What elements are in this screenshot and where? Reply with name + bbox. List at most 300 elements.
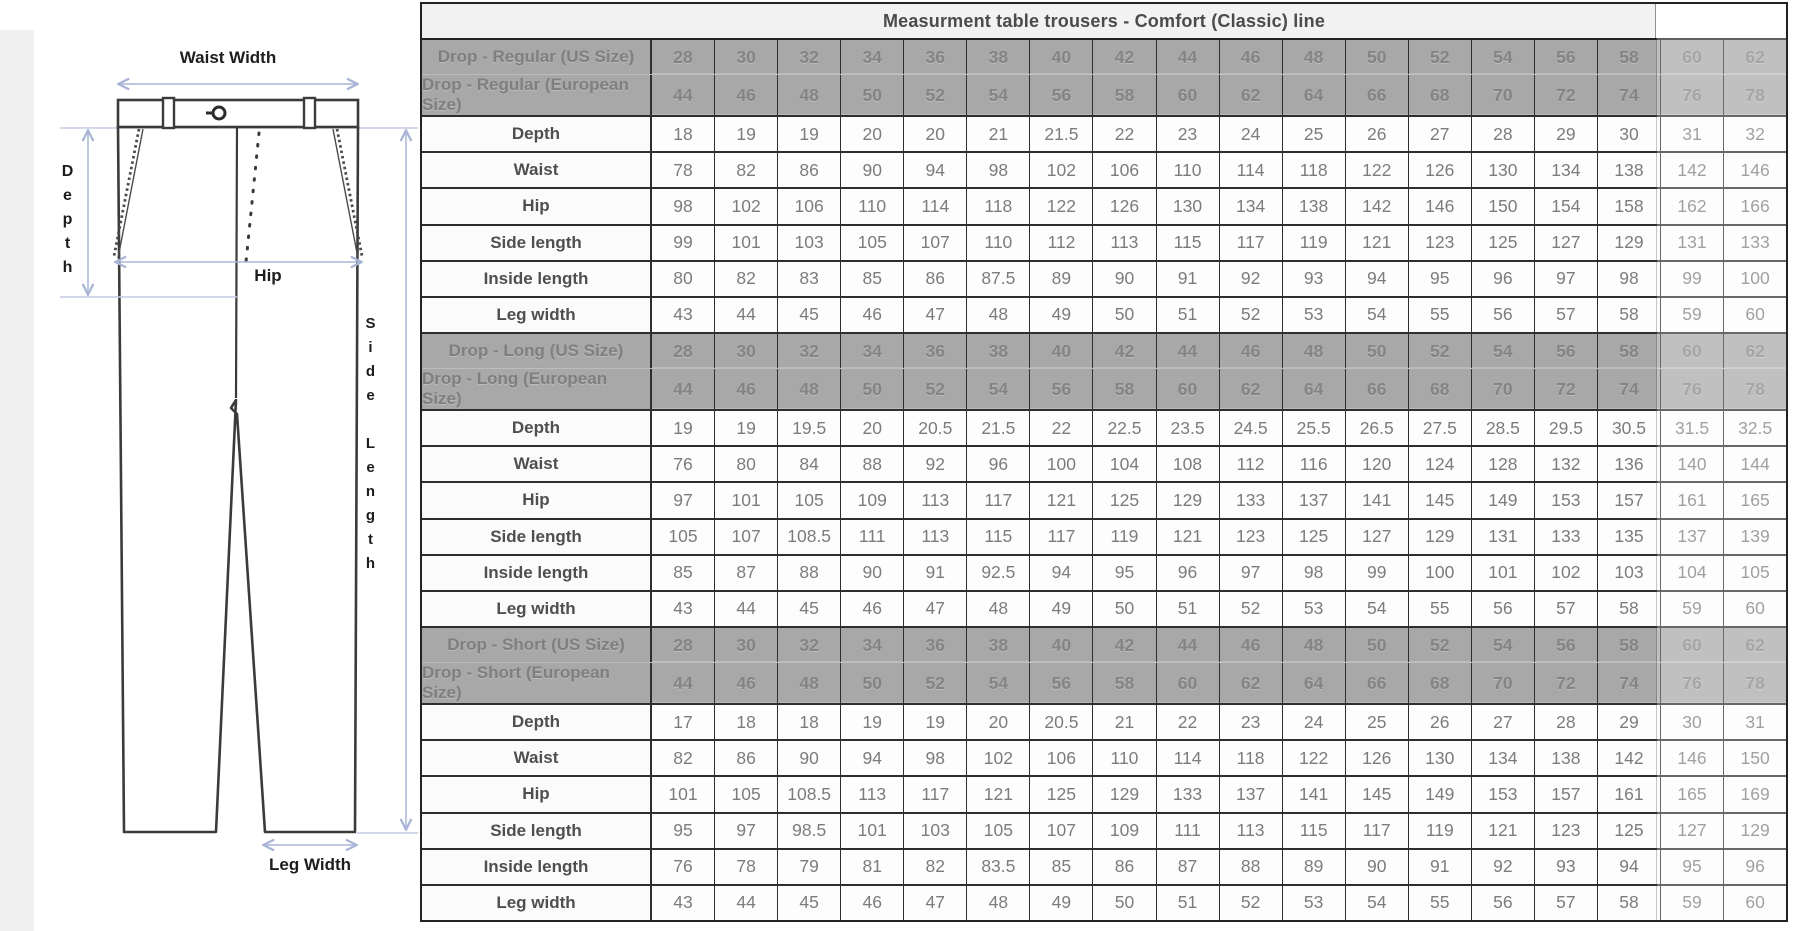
table-row [422,481,1786,517]
value-cell: 129 [1597,226,1660,260]
value-cell: 122 [1282,741,1345,775]
value-cell: 46 [714,369,777,409]
row-label: Waist [422,447,652,481]
value-cell: 42 [1092,628,1155,662]
value-cell: 54 [966,663,1029,703]
value-cell: 94 [840,741,903,775]
value-cell: 100 [1408,556,1471,590]
measurement-table [420,2,1788,922]
row-label: Side length [422,226,652,260]
value-cell: 142 [1597,741,1660,775]
value-cell: 99 [1660,262,1723,296]
value-cell: 52 [903,663,966,703]
value-cell: 109 [1092,814,1155,848]
value-cell: 119 [1282,226,1345,260]
value-cell: 90 [840,153,903,187]
value-cell: 90 [840,556,903,590]
value-cell: 97 [1219,556,1282,590]
value-cell: 23.5 [1156,411,1219,445]
value-cell: 106 [1092,153,1155,187]
value-cell: 100 [1723,262,1786,296]
table-row [422,115,1786,151]
value-cell: 20 [966,705,1029,739]
table-corner-cell [1655,4,1786,38]
value-cell: 87.5 [966,262,1029,296]
value-cell: 22.5 [1092,411,1155,445]
value-cell: 48 [966,592,1029,626]
value-cell: 46 [1219,334,1282,368]
value-cell: 105 [777,483,840,517]
value-cell: 116 [1282,447,1345,481]
value-cell: 58 [1597,40,1660,74]
row-label: Hip [422,483,652,517]
value-cell: 130 [1156,189,1219,223]
value-cell: 19 [714,117,777,151]
value-cell: 93 [1534,850,1597,884]
row-label: Inside length [422,262,652,296]
value-cell: 122 [1029,189,1092,223]
value-cell: 90 [1345,850,1408,884]
row-label: Drop - Long (US Size) [422,334,652,368]
value-cell: 32 [777,628,840,662]
value-cell: 141 [1345,483,1408,517]
value-cell: 130 [1408,741,1471,775]
value-cell: 126 [1092,189,1155,223]
value-cell: 62 [1219,663,1282,703]
value-cell: 105 [652,520,714,554]
value-cell: 62 [1723,40,1786,74]
value-cell: 31 [1723,705,1786,739]
value-cell: 97 [1534,262,1597,296]
value-cell: 110 [966,226,1029,260]
value-cell: 48 [966,886,1029,920]
value-cell: 95 [1092,556,1155,590]
value-cell: 23 [1156,117,1219,151]
value-cell: 122 [1345,153,1408,187]
value-cell: 49 [1029,298,1092,332]
value-cell: 131 [1471,520,1534,554]
value-cell: 135 [1597,520,1660,554]
value-cell: 70 [1471,75,1534,115]
value-cell: 115 [966,520,1029,554]
row-label: Side length [422,814,652,848]
value-cell: 44 [714,886,777,920]
value-cell: 86 [777,153,840,187]
value-cell: 91 [1408,850,1471,884]
value-cell: 101 [714,483,777,517]
value-cell: 80 [714,447,777,481]
value-cell: 128 [1471,447,1534,481]
value-cell: 127 [1534,226,1597,260]
value-cell: 38 [966,40,1029,74]
value-cell: 91 [1156,262,1219,296]
value-cell: 98 [903,741,966,775]
value-cell: 24 [1219,117,1282,151]
value-cell: 59 [1660,886,1723,920]
value-cell: 34 [840,40,903,74]
value-cell: 30 [1660,705,1723,739]
value-cell: 36 [903,334,966,368]
value-cell: 125 [1282,520,1345,554]
value-cell: 31 [1660,117,1723,151]
value-cell: 85 [840,262,903,296]
value-cell: 101 [714,226,777,260]
value-cell: 76 [1660,663,1723,703]
value-cell: 138 [1534,741,1597,775]
value-cell: 44 [1156,334,1219,368]
value-cell: 150 [1471,189,1534,223]
value-cell: 76 [1660,369,1723,409]
value-cell: 30 [714,334,777,368]
value-cell: 54 [1345,886,1408,920]
value-cell: 98 [652,189,714,223]
value-cell: 52 [903,369,966,409]
table-row [422,40,1786,74]
value-cell: 114 [1219,153,1282,187]
value-cell: 32 [777,334,840,368]
value-cell: 59 [1660,592,1723,626]
value-cell: 109 [840,483,903,517]
value-cell: 89 [1282,850,1345,884]
value-cell: 62 [1219,75,1282,115]
value-cell: 153 [1534,483,1597,517]
value-cell: 30 [1597,117,1660,151]
value-cell: 121 [966,777,1029,811]
value-cell: 29 [1597,705,1660,739]
value-cell: 117 [1345,814,1408,848]
value-cell: 60 [1723,886,1786,920]
value-cell: 85 [652,556,714,590]
value-cell: 45 [777,298,840,332]
value-cell: 38 [966,334,1029,368]
value-cell: 58 [1597,886,1660,920]
value-cell: 44 [652,369,714,409]
value-cell: 110 [840,189,903,223]
value-cell: 127 [1345,520,1408,554]
value-cell: 117 [966,483,1029,517]
value-cell: 36 [903,40,966,74]
value-cell: 51 [1156,298,1219,332]
value-cell: 55 [1408,592,1471,626]
table-row [422,260,1786,296]
value-cell: 90 [1092,262,1155,296]
row-label: Inside length [422,850,652,884]
value-cell: 137 [1282,483,1345,517]
value-cell: 102 [1029,153,1092,187]
value-cell: 113 [1219,814,1282,848]
value-cell: 52 [1219,298,1282,332]
value-cell: 137 [1660,520,1723,554]
value-cell: 20 [903,117,966,151]
value-cell: 52 [1219,886,1282,920]
value-cell: 113 [840,777,903,811]
value-cell: 91 [903,556,966,590]
value-cell: 52 [1219,592,1282,626]
value-cell: 50 [1092,886,1155,920]
row-label: Inside length [422,556,652,590]
value-cell: 114 [1156,741,1219,775]
value-cell: 58 [1597,592,1660,626]
value-cell: 53 [1282,298,1345,332]
table-row [422,554,1786,590]
value-cell: 88 [840,447,903,481]
value-cell: 130 [1471,153,1534,187]
value-cell: 119 [1408,814,1471,848]
value-cell: 82 [903,850,966,884]
value-cell: 102 [966,741,1029,775]
value-cell: 56 [1534,334,1597,368]
value-cell: 104 [1092,447,1155,481]
value-cell: 95 [1408,262,1471,296]
trousers-diagram [0,0,420,931]
table-row [422,884,1786,920]
value-cell: 62 [1219,369,1282,409]
value-cell: 60 [1156,369,1219,409]
value-cell: 94 [1029,556,1092,590]
value-cell: 29.5 [1534,411,1597,445]
value-cell: 98 [1597,262,1660,296]
value-cell: 138 [1282,189,1345,223]
value-cell: 28 [1471,117,1534,151]
value-cell: 55 [1408,886,1471,920]
value-cell: 60 [1660,628,1723,662]
value-cell: 58 [1597,628,1660,662]
value-cell: 56 [1534,628,1597,662]
value-cell: 18 [714,705,777,739]
value-cell: 21.5 [1029,117,1092,151]
value-cell: 165 [1723,483,1786,517]
value-cell: 20 [840,117,903,151]
value-cell: 68 [1408,663,1471,703]
value-cell: 99 [652,226,714,260]
table-row [422,662,1786,703]
trousers-diagram-panel [0,0,420,931]
value-cell: 74 [1597,369,1660,409]
value-cell: 133 [1219,483,1282,517]
value-cell: 27.5 [1408,411,1471,445]
value-cell: 144 [1723,447,1786,481]
value-cell: 54 [966,369,1029,409]
value-cell: 59 [1660,298,1723,332]
value-cell: 118 [1282,153,1345,187]
value-cell: 68 [1408,369,1471,409]
value-cell: 44 [1156,40,1219,74]
value-cell: 18 [777,705,840,739]
value-cell: 27 [1408,117,1471,151]
value-cell: 123 [1408,226,1471,260]
value-cell: 142 [1660,153,1723,187]
value-cell: 114 [903,189,966,223]
value-cell: 26 [1408,705,1471,739]
value-cell: 161 [1597,777,1660,811]
value-cell: 115 [1156,226,1219,260]
value-cell: 93 [1282,262,1345,296]
value-cell: 26 [1345,117,1408,151]
value-cell: 86 [714,741,777,775]
value-cell: 50 [1092,592,1155,626]
value-cell: 104 [1660,556,1723,590]
value-cell: 21 [1092,705,1155,739]
value-cell: 44 [1156,628,1219,662]
table-row [422,409,1786,445]
value-cell: 112 [1219,447,1282,481]
value-cell: 137 [1219,777,1282,811]
value-cell: 103 [1597,556,1660,590]
value-cell: 56 [1029,663,1092,703]
value-cell: 19 [652,411,714,445]
value-cell: 96 [1156,556,1219,590]
value-cell: 113 [1092,226,1155,260]
value-cell: 105 [840,226,903,260]
value-cell: 54 [966,75,1029,115]
value-cell: 113 [903,483,966,517]
value-cell: 166 [1723,189,1786,223]
value-cell: 46 [840,886,903,920]
value-cell: 22 [1029,411,1092,445]
value-cell: 78 [1723,663,1786,703]
value-cell: 165 [1660,777,1723,811]
value-cell: 23 [1219,705,1282,739]
value-cell: 48 [777,663,840,703]
value-cell: 78 [1723,369,1786,409]
value-cell: 25.5 [1282,411,1345,445]
value-cell: 105 [1723,556,1786,590]
value-cell: 129 [1092,777,1155,811]
table-row [422,590,1786,626]
value-cell: 89 [1029,262,1092,296]
row-label: Waist [422,741,652,775]
value-cell: 50 [1345,40,1408,74]
value-cell: 142 [1345,189,1408,223]
value-cell: 43 [652,592,714,626]
value-cell: 119 [1092,520,1155,554]
value-cell: 157 [1534,777,1597,811]
value-cell: 127 [1660,814,1723,848]
value-cell: 157 [1597,483,1660,517]
value-cell: 32.5 [1723,411,1786,445]
value-cell: 145 [1345,777,1408,811]
value-cell: 34 [840,334,903,368]
value-cell: 51 [1156,592,1219,626]
value-cell: 28 [652,628,714,662]
value-cell: 48 [777,75,840,115]
value-cell: 125 [1029,777,1092,811]
value-cell: 146 [1660,741,1723,775]
value-cell: 52 [903,75,966,115]
value-cell: 98.5 [777,814,840,848]
value-cell: 92.5 [966,556,1029,590]
value-cell: 111 [840,520,903,554]
value-cell: 46 [840,298,903,332]
value-cell: 45 [777,886,840,920]
table-row [422,775,1786,811]
value-cell: 66 [1345,369,1408,409]
value-cell: 42 [1092,40,1155,74]
table-row [422,74,1786,115]
value-cell: 83.5 [966,850,1029,884]
value-cell: 162 [1660,189,1723,223]
value-cell: 132 [1534,447,1597,481]
value-cell: 140 [1660,447,1723,481]
value-cell: 24.5 [1219,411,1282,445]
value-cell: 101 [652,777,714,811]
value-cell: 28 [652,334,714,368]
table-body [422,40,1786,920]
value-cell: 44 [652,75,714,115]
value-cell: 96 [1471,262,1534,296]
value-cell: 30 [714,628,777,662]
value-cell: 19 [903,705,966,739]
value-cell: 54 [1345,298,1408,332]
value-cell: 22 [1092,117,1155,151]
value-cell: 46 [714,75,777,115]
value-cell: 46 [1219,628,1282,662]
value-cell: 68 [1408,75,1471,115]
value-cell: 55 [1408,298,1471,332]
value-cell: 58 [1092,75,1155,115]
value-cell: 158 [1597,189,1660,223]
value-cell: 46 [1219,40,1282,74]
value-cell: 48 [966,298,1029,332]
value-cell: 81 [840,850,903,884]
value-cell: 141 [1282,777,1345,811]
value-cell: 133 [1723,226,1786,260]
value-cell: 108.5 [777,777,840,811]
value-cell: 40 [1029,40,1092,74]
value-cell: 53 [1282,886,1345,920]
value-cell: 88 [777,556,840,590]
value-cell: 94 [903,153,966,187]
value-cell: 102 [1534,556,1597,590]
value-cell: 74 [1597,663,1660,703]
value-cell: 54 [1471,628,1534,662]
table-row [422,626,1786,662]
value-cell: 58 [1597,334,1660,368]
value-cell: 88 [1219,850,1282,884]
value-cell: 121 [1029,483,1092,517]
value-cell: 86 [1092,850,1155,884]
value-cell: 62 [1723,334,1786,368]
value-cell: 100 [1029,447,1092,481]
value-cell: 87 [1156,850,1219,884]
value-cell: 101 [840,814,903,848]
value-cell: 94 [1597,850,1660,884]
value-cell: 22 [1156,705,1219,739]
row-label: Waist [422,153,652,187]
value-cell: 46 [840,592,903,626]
value-cell: 121 [1156,520,1219,554]
row-label: Drop - Regular (European Size) [422,75,652,115]
value-cell: 76 [652,850,714,884]
value-cell: 20.5 [1029,705,1092,739]
value-cell: 82 [714,153,777,187]
row-label: Depth [422,411,652,445]
value-cell: 25 [1282,117,1345,151]
value-cell: 57 [1534,886,1597,920]
depth-label: Depth [59,163,76,283]
value-cell: 134 [1534,153,1597,187]
value-cell: 56 [1471,298,1534,332]
table-row [422,224,1786,260]
value-cell: 125 [1471,226,1534,260]
value-cell: 58 [1092,369,1155,409]
value-cell: 60 [1723,298,1786,332]
value-cell: 94 [1345,262,1408,296]
value-cell: 44 [714,298,777,332]
value-cell: 126 [1408,153,1471,187]
value-cell: 70 [1471,369,1534,409]
value-cell: 66 [1345,663,1408,703]
